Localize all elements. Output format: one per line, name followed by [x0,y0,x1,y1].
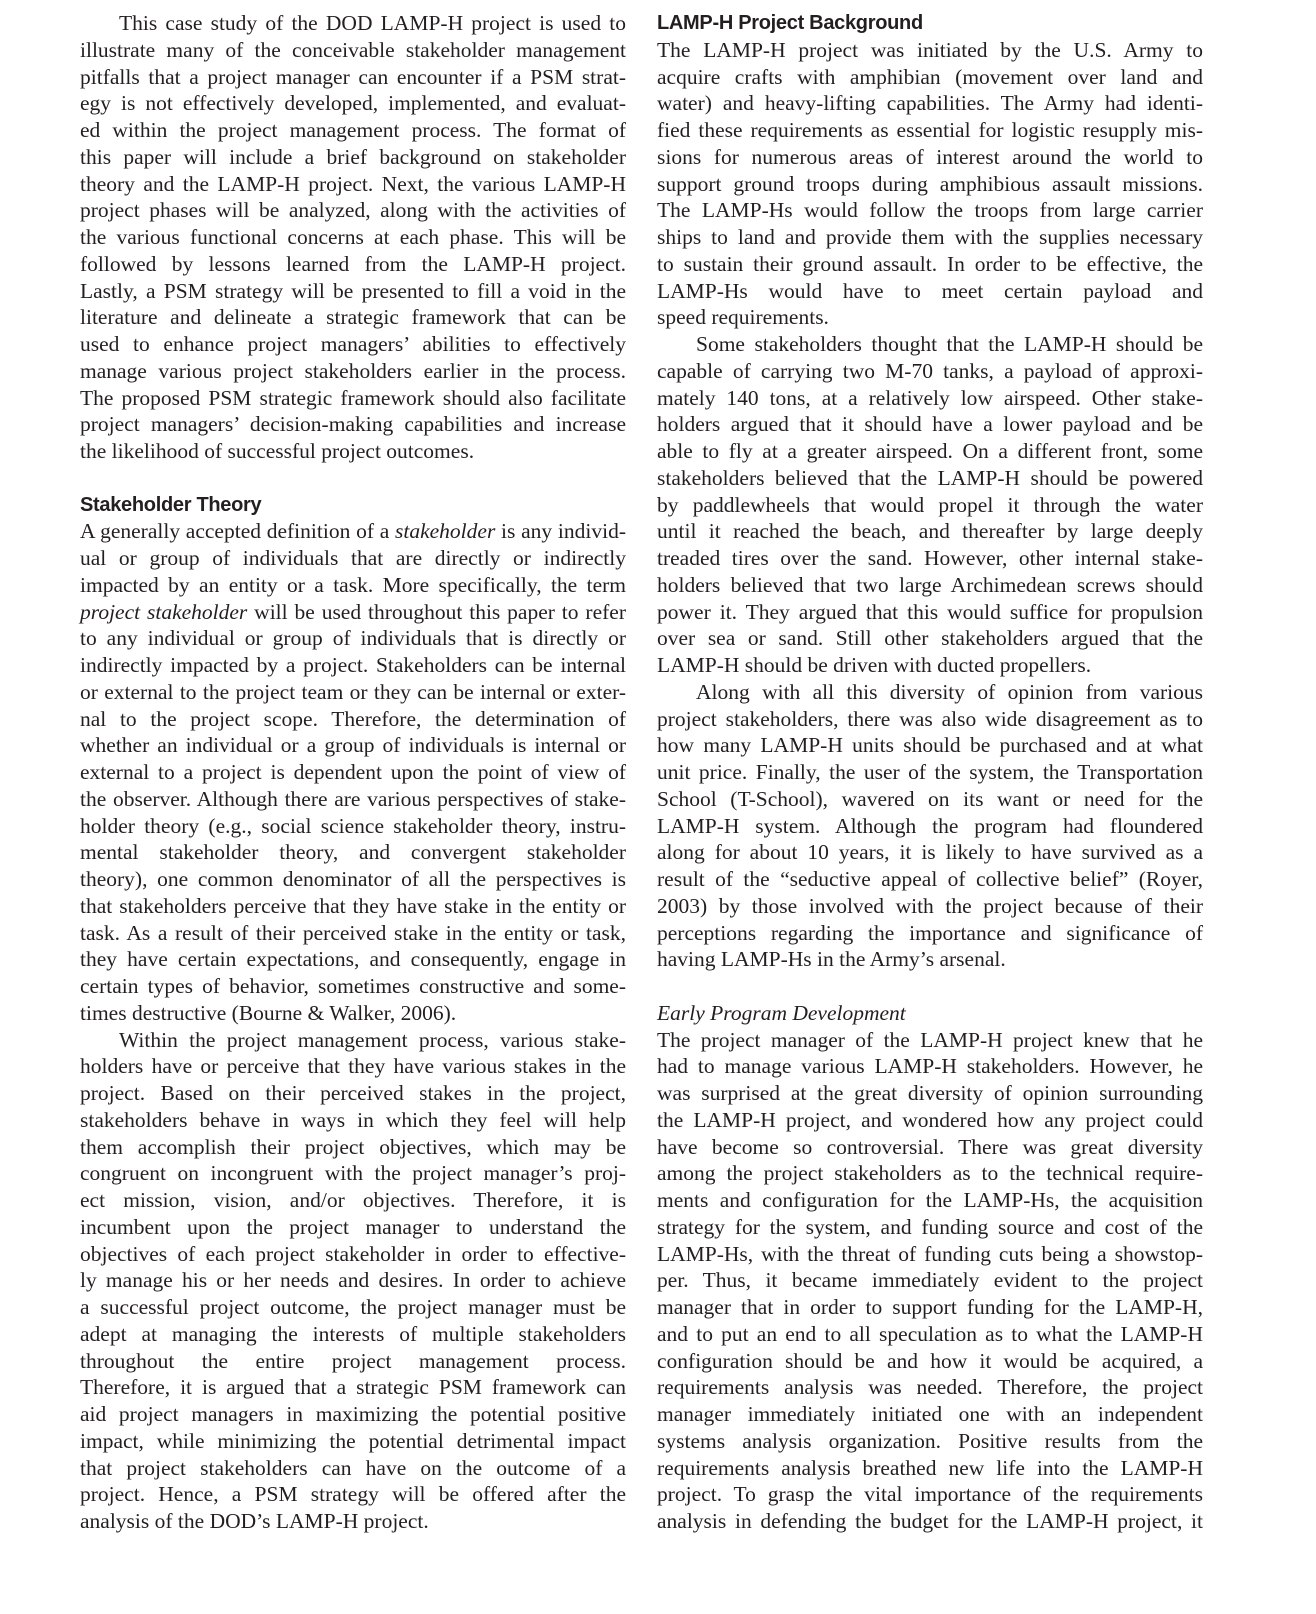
text-line: this paper will include a brief background on stakeholder [80,144,626,169]
text-line: Lastly, a PSM strategy will be presented to fill a void in the [80,278,626,303]
paragraph [657,331,1203,679]
text-line: theory), one common denominator of all the perspectives is [80,867,626,891]
section-heading: Stakeholder Theory [80,493,262,516]
text-line: the various functional concerns at each phase. This will be [80,225,626,249]
text-line: until it reached the beach, and thereafter by large deeply [657,519,1203,544]
text-line: or external to the project team or they can be internal or exter- [80,679,626,704]
text-line: over sea or sand. Still other stakeholders argued that the [657,626,1203,651]
text-line: result of the “seductive appeal of collective belief” (Royer, [657,867,1203,891]
text-line: treaded tires over the sand. However, other internal stake- [657,546,1203,570]
text-line: incumbent upon the project manager to understand the [80,1214,626,1239]
text-line: used to enhance project managers’ abilities to effectively [80,332,626,356]
paragraph [80,10,626,465]
text-run: is any individ- [495,519,626,544]
text-line: mately 140 tons, at a relatively low airspeed. Other stake- [657,385,1203,410]
text-line: manager that in order to support funding for the LAMP-H, [657,1295,1203,1319]
text-line: the LAMP-H project, and wondered how any project could [657,1107,1203,1132]
text-line: and to put an end to all speculation as to what the LAMP-H [657,1321,1203,1346]
text-line: 2003) by those involved with the project because of their [657,893,1203,918]
text-line: acquire crafts with amphibian (movement over land and [657,64,1203,89]
text-line: per. Thus, it became immediately evident to the project [657,1268,1203,1293]
text-line: holder theory (e.g., social science stakeholder theory, instru- [80,813,626,838]
text-line: illustrate many of the conceivable stakeholder management [80,37,626,62]
text-line: ual or group of individuals that are directly or indirectly [80,546,626,570]
text-line: requirements analysis breathed new life into the LAMP-H [657,1455,1203,1480]
text-line: was surprised at the great diversity of opinion surrounding [657,1081,1203,1105]
text-line: had to manage various LAMP-H stakeholders. However, he [657,1054,1203,1079]
text-line: literature and delineate a strategic framework that can be [80,305,626,330]
text-line: that project stakeholders can have on the outcome of a [80,1455,626,1480]
paragraph [80,1027,626,1535]
text-line: stakeholders believed that the LAMP-H should be powered [657,465,1203,490]
text-line: project stakeholders, there was also wide disagreement as to [657,706,1203,731]
section-heading: Early Program Development [657,1000,906,1025]
text-line: aid project managers in maximizing the potential positive [80,1402,626,1426]
text-line: impact, while minimizing the potential detrimental impact [80,1428,626,1453]
text-line: School (T-School), wavered on its want or need for the [657,786,1203,811]
text-line: whether an individual or a group of individuals is internal or [80,733,626,758]
text-line: unit price. Finally, the user of the system, the Transportation [657,760,1203,784]
text-line: Some stakeholders thought that the LAMP-H should be [696,332,1203,356]
emphasized-term: project stakeholder [80,599,248,624]
text-line: the observer. Although there are various perspectives of stake- [80,786,626,811]
text-line: LAMP-Hs would have to meet certain payload and [657,278,1203,303]
text-line: ly manage his or her needs and desires. In order to achieve [80,1268,626,1293]
text-line: strategy for the system, and funding source and cost of the [657,1214,1203,1239]
text-line: Therefore, it is argued that a strategic PSM framework can [80,1375,626,1400]
text-line: perceptions regarding the importance and significance of [657,920,1203,945]
text-line: capable of carrying two M-70 tanks, a payload of approxi- [657,358,1203,383]
text-line: holders have or perceive that they have various stakes in the [80,1054,626,1079]
paragraph-gap [80,465,626,492]
text-line: to any individual or group of individuals that is directly or [80,626,626,651]
text-line: LAMP-H should be driven with ducted propellers. [657,653,1092,677]
text-line: project managers’ decision-making capabilities and increase [80,412,626,437]
text-line: pitfalls that a project manager can encounter if a PSM strat- [80,64,626,89]
text-line: water) and heavy-lifting capabilities. The Army had identi- [657,91,1203,116]
text-line: they have certain expectations, and consequently, engage in [80,947,626,972]
right-column [657,10,1203,1535]
text-line: have become so controversial. There was great diversity [657,1134,1203,1159]
text-line: project. Hence, a PSM strategy will be offered after the [80,1482,626,1507]
text-line: project phases will be analyzed, along with the activities of [80,198,626,223]
text-line: holders believed that two large Archimedean screws should [657,572,1203,597]
text-line: project. To grasp the vital importance of the requirements [657,1482,1203,1507]
text-line: able to fly at a greater airspeed. On a different front, some [657,439,1203,463]
text-line: This case study of the DOD LAMP-H project is used to [119,11,626,35]
text-line: along for about 10 years, it is likely to have survived as a [657,840,1203,865]
paragraph [657,1027,1203,1535]
text-line: congruent on incongruent with the project manager’s proj- [80,1161,626,1186]
text-line: holders argued that it should have a lower payload and be [657,412,1203,437]
text-line: by paddlewheels that would propel it through the water [657,492,1203,517]
left-column [80,10,626,1535]
text-line: ments and configuration for the LAMP-Hs, the acquisition [657,1188,1203,1212]
text-line: fied these requirements as essential for logistic resupply mis- [657,118,1203,142]
text-line: ed within the project management process. The format of [80,118,626,142]
text-line: among the project stakeholders as to the technical require- [657,1161,1203,1186]
text-line: that stakeholders perceive that they have stake in the entity or [80,893,626,918]
text-line: systems analysis organization. Positive results from the [657,1428,1203,1453]
text-line: egy is not effectively developed, implemented, and evaluat- [80,91,626,116]
text-line: LAMP-Hs, with the threat of funding cuts being a showstop- [657,1241,1203,1266]
text-line: external to a project is dependent upon the point of view of [80,760,626,784]
text-line: to sustain their ground assault. In order to be effective, the [657,251,1203,276]
text-line: The proposed PSM strategic framework should also facilitate [80,385,626,410]
text-line: Along with all this diversity of opinion from various [696,679,1203,704]
text-line: how many LAMP-H units should be purchased and at what [657,733,1203,758]
text-line: Within the project management process, various stake- [119,1027,626,1052]
text-line: followed by lessons learned from the LAMP-H project. [80,251,626,276]
text-line [80,599,626,626]
text-line: manager immediately initiated one with an independent [657,1402,1203,1426]
text-line: The LAMP-Hs would follow the troops from large carrier [657,198,1203,223]
text-line: The LAMP-H project was initiated by the U.S. Army to [657,37,1203,62]
text-line: having LAMP-Hs in the Army’s arsenal. [657,947,1006,972]
emphasized-term: stakeholder [395,519,496,544]
text-line: objectives of each project stakeholder in order to effective- [80,1241,626,1266]
text-line: ships to land and provide them with the supplies necessary [657,225,1203,249]
text-run: A generally accepted definition of a [80,519,395,544]
text-line: the likelihood of successful project outcomes. [80,439,475,463]
text-line: ect mission, vision, and/or objectives. Therefore, it is [80,1188,626,1212]
text-line: LAMP-H system. Although the program had floundered [657,813,1203,838]
text-line: adept at managing the interests of multiple stakeholders [80,1321,626,1346]
text-line: power it. They argued that this would suffice for propulsion [657,599,1203,624]
text-line: analysis of the DOD’s LAMP-H project. [80,1509,429,1533]
text-line: throughout the entire project management process. [80,1348,626,1373]
section-heading: LAMP-H Project Background [657,12,923,34]
text-line: nal to the project scope. Therefore, the determination of [80,706,626,731]
paragraph [80,518,626,1026]
text-line: sions for numerous areas of interest around the world to [657,144,1203,169]
text-line: manage various project stakeholders earlier in the process. [80,358,626,383]
text-line: analysis in defending the budget for the LAMP-H project, it [657,1509,1203,1533]
paragraph [657,37,1203,331]
text-line: theory and the LAMP-H project. Next, the various LAMP-H [80,171,626,196]
text-line: stakeholders behave in ways in which they feel will help [80,1107,626,1132]
text-line: project. Based on their perceived stakes in the project, [80,1081,626,1105]
text-line [80,518,626,545]
paragraph-gap [657,973,1203,1000]
text-line: speed requirements. [657,305,829,330]
paragraph [657,679,1203,973]
text-line: them accomplish their project objectives, which may be [80,1134,626,1159]
text-line: a successful project outcome, the project manager must be [80,1295,626,1319]
text-line: mental stakeholder theory, and convergent stakeholder [80,840,626,865]
text-line: support ground troops during amphibious assault missions. [657,171,1203,196]
text-run: will be used throughout this paper to refer [247,599,626,624]
text-line: task. As a result of their perceived stake in the entity or task, [80,920,626,945]
text-line: indirectly impacted by a project. Stakeholders can be internal [80,653,626,677]
text-line: The project manager of the LAMP-H project knew that he [657,1027,1203,1052]
text-line: configuration should be and how it would be acquired, a [657,1348,1203,1373]
text-line: requirements analysis was needed. Therefore, the project [657,1375,1203,1400]
text-line: impacted by an entity or a task. More specifically, the term [80,572,626,597]
text-line: times destructive (Bourne & Walker, 2006). [80,1000,457,1025]
text-line: certain types of behavior, sometimes constructive and some- [80,974,626,998]
